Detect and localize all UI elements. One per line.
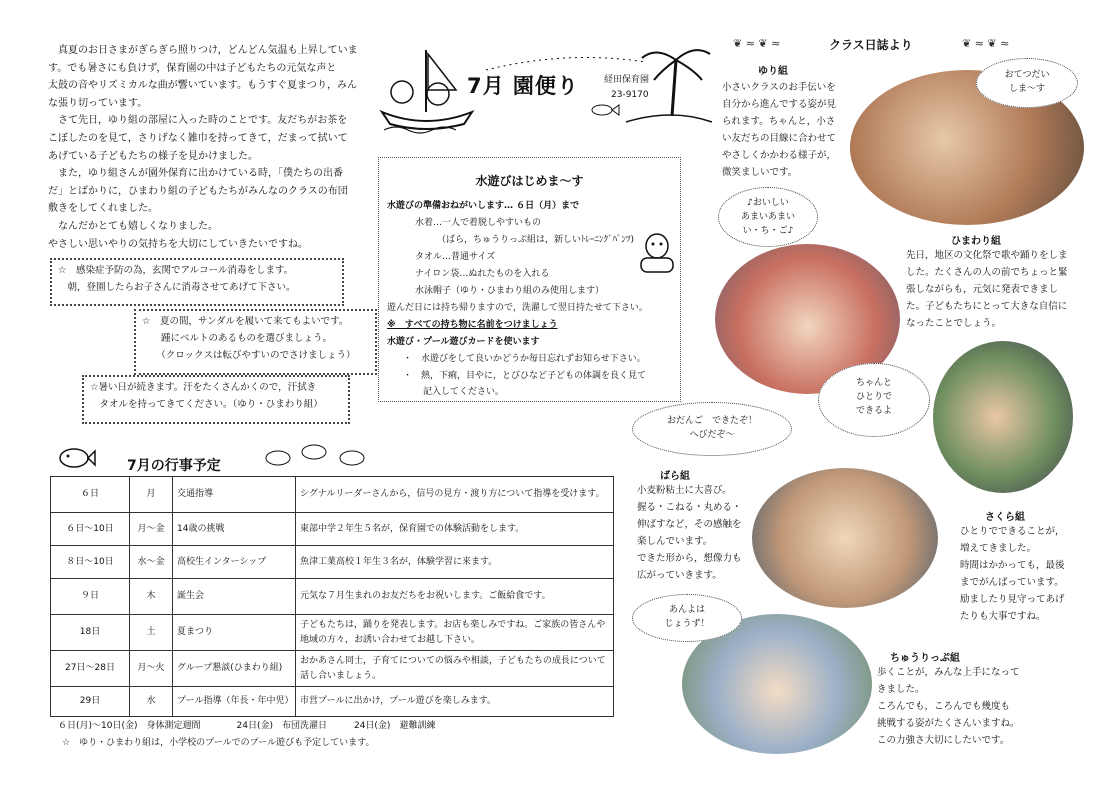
schedule-day: 月～金 (130, 513, 173, 546)
schedule-day: 土 (130, 615, 173, 651)
class-text-line: い友だちの目線に合わせて (722, 133, 837, 144)
bubble-line: できるよ (855, 406, 892, 416)
schedule-day: 月 (130, 477, 173, 513)
class-text-line: 伸ばすなど，その感触を (637, 519, 742, 530)
class-text-line: た。子どもたちにとって大きな自信に (906, 301, 1068, 312)
bubble-line: しま～す (1008, 84, 1045, 94)
schedule-event: 高校生インターシップ (173, 546, 296, 579)
water-line: 遊んだ日には持ち帰りますので，洗濯して翌日持たせて下さい。 (387, 303, 648, 313)
water-line: ※ すべての持ち物に名前をつけましょう (387, 320, 558, 330)
table-row (51, 651, 614, 687)
class-text-line: 微笑ましいです。 (722, 167, 798, 178)
class-text-line: きました。 (877, 684, 925, 695)
bubble-line: ひとりで (855, 392, 892, 402)
himawari-class-text (906, 247, 1086, 332)
intro-line: だ」とばかりに，ひまわり組の子どもたちがみんなのクラスの布団 (48, 185, 348, 197)
schedule-event: 14歳の挑戦 (173, 513, 296, 546)
class-text-line: できた形から，想像力も (637, 553, 742, 564)
bubble-line: おだんご できたぞ！ (666, 416, 757, 426)
schedule-detail: 市営プールに出かけ，プール遊びを楽しみます。 (296, 687, 614, 717)
note-disinfection (50, 258, 344, 306)
schedule-event: 夏まつり (173, 615, 296, 651)
table-row (51, 579, 614, 615)
speech-bubble (632, 594, 742, 642)
speech-bubble (718, 187, 818, 247)
table-row (51, 687, 614, 717)
schedule-detail: おかあさん同士，子育てについての悩みや相談，子どもたちの成長について話し合いましょう。 (296, 651, 614, 687)
fish-group-icon (262, 440, 372, 474)
tulip-class-text (877, 664, 1057, 749)
sakura-class-text (960, 523, 1085, 625)
intro-line: なんだかとても嬉しくなりました。 (48, 220, 218, 232)
schedule-detail: 子どもたちは，踊りを発表します。お店も楽しみですね。ご家族の皆さんや地域の方々，お誘い合わせてお越し下さい。 (296, 615, 614, 651)
intro-line: 太鼓の音やリズミカルな曲が響いています。もうすぐ夏まつり，みん (48, 80, 357, 92)
class-text-line: 小麦粉粘土に大喜び。 (637, 485, 732, 496)
palm-tree-icon (626, 50, 712, 122)
class-text-line: 張しながらも，元気に発表できまし (906, 284, 1059, 295)
bara-class-title: ばら組 (660, 471, 690, 482)
class-text-line: たりも大事ですね。 (960, 611, 1046, 622)
schedule-note: ☆ ゆり・ひまわり組は，小学校のプールでのプール遊びも予定しています。 (62, 738, 375, 748)
water-line: 水遊びの準備おねがいします… ６日（月）まで (387, 201, 580, 211)
water-line: （ばら，ちゅうりっぷ組は，新しいﾄﾚｰﾆﾝｸﾞﾊﾟﾝﾂ) (437, 235, 635, 245)
speech-bubble (818, 363, 930, 437)
bubble-line: ちゃんと (855, 378, 892, 388)
tulip-class-title: ちゅうりっぷ組 (890, 653, 960, 664)
class-text-line: 挑戦する姿がたくさんいますね。 (877, 718, 1020, 729)
bubble-line: あまいあまい (740, 212, 795, 222)
schedule-date: 29日 (51, 687, 130, 717)
class-text-line: 歩くことが，みんな上手になって (877, 667, 1020, 678)
schedule-detail: 元気な７月生まれのお友だちをお祝いします。ご飯給食です。 (296, 579, 614, 615)
water-play-title: 水遊びはじめま～す (475, 174, 584, 188)
schedule-date: ６日 (51, 477, 130, 513)
note-line: タオルを持ってきてください。（ゆり・ひまわり組） (90, 399, 323, 410)
schedule-event: 交通指導 (173, 477, 296, 513)
schedule-date: ６日～10日 (51, 513, 130, 546)
class-text-line: 小さいクラスのお手伝いを (722, 82, 836, 93)
schedule-day: 水～金 (130, 546, 173, 579)
water-line: 水遊び・プール遊びカードを使います (387, 337, 540, 347)
class-text-line: 自分から進んでする姿が見 (722, 99, 837, 110)
bubble-line: じょうず！ (664, 619, 710, 629)
water-line: 水着…一人で着脱しやすいもの (415, 218, 542, 228)
note-line: ☆ 夏の間，サンダルを履いて来てもよいです。 (142, 316, 349, 327)
intro-line: す。でも暑さにも負けず，保育園の中は子どもたちの元気な声と (48, 62, 337, 74)
bubble-line: い・ち・ご♪ (742, 226, 794, 236)
sakura-class-title: さくら組 (985, 512, 1025, 523)
class-text-line: 広がっていきます。 (637, 570, 722, 581)
bubble-line: あんよは (668, 605, 705, 615)
fish-border-icon: ❦ ≈ ❦ ≈ (962, 37, 1010, 50)
class-text-line: 時間はかかっても，最後 (960, 560, 1065, 571)
intro-line: 敷きをしてくれました。 (48, 203, 158, 215)
class-text-line: した。たくさんの人の前でちょっと緊 (906, 267, 1068, 278)
class-text-line: 握る・こねる・丸める・ (637, 502, 742, 513)
schedule-date: 18日 (51, 615, 130, 651)
class-text-line: なったことでしょう。 (906, 318, 1002, 329)
schedule-detail: 東部中学２年生５名が，保育園での体験活動をします。 (296, 513, 614, 546)
water-line: ・ 水遊びをして良いかどうか毎日忘れずお知らせ下さい。 (403, 354, 646, 364)
schedule-footer: ６日(月)～10日(金) 身体測定週間 24日(金) 布団洗濯日 24日(金) 避難訓練 (58, 721, 436, 731)
note-line: 朝，登園したらお子さんに消毒させてあげて下さい。 (58, 282, 296, 293)
class-text-line: 励ましたり見守ってあげ (960, 594, 1065, 605)
himawari-class-title: ひまわり組 (951, 236, 1001, 247)
note-sandals (134, 309, 377, 375)
boat-icon (382, 50, 472, 133)
water-play-box (378, 157, 681, 402)
water-line: タオル…普通サイズ (415, 252, 496, 262)
newsletter-title: 7月 園便り (467, 74, 579, 98)
class-text-line: 楽しんでいます。 (637, 536, 713, 547)
table-row (51, 513, 614, 546)
table-row (51, 615, 614, 651)
class-text-line: やさしくかかわる様子が， (722, 150, 837, 161)
bara-class-text (637, 482, 752, 584)
schedule-detail: 魚津工業高校１年生３名が，体験学習に来ます。 (296, 546, 614, 579)
note-line: 踵にベルトのあるものを選びましょう。 (142, 333, 333, 344)
intro-line: さて先日，ゆり組の部屋に入った時のことです。友だちがお茶を (48, 115, 348, 127)
bubble-line: おてつだい (1004, 70, 1050, 80)
schedule-day: 月～火 (130, 651, 173, 687)
water-line: ・ 熱，下痢，目やに，とびひなど子どもの体調を良く見て (403, 371, 647, 381)
fish-border-icon: ❦ ≈ ❦ ≈ (733, 37, 781, 50)
school-phone: 23-9170 (611, 90, 649, 100)
water-line: 水泳帽子（ゆり・ひまわり組のみ使用します） (415, 286, 605, 296)
schedule-date: 27日～28日 (51, 651, 130, 687)
bubble-line: へびだぞ～ (689, 430, 735, 440)
schedule-date: ８日～10日 (51, 546, 130, 579)
class-text-line: られます。ちゃんと，小さ (722, 116, 836, 127)
intro-line: 真夏のお日さまがぎらぎら照りつけ，どんどん気温も上昇していま (48, 45, 358, 56)
class-text-line: 増えてきました。 (960, 543, 1037, 554)
penguin-icon (637, 228, 677, 278)
intro-line: こぼしたのを見て，さりげなく雑巾を持ってきて，だまって拭いて (48, 132, 348, 144)
note-towel (82, 375, 350, 424)
water-line: ナイロン袋…ぬれたものを入れる (415, 269, 550, 279)
yuri-class-text (722, 79, 852, 181)
table-row (51, 546, 614, 579)
class-text-line: ひとりでできることが， (960, 526, 1065, 537)
schedule-day: 水 (130, 687, 173, 717)
class-diary-heading: クラス日誌より (829, 38, 913, 52)
note-line: （クロックスは転びやすいのでさけましょう） (142, 350, 356, 361)
schedule-title: 7月の行事予定 (127, 458, 221, 474)
intro-line: やさしい思いやりの気持ちを大切にしていきたいですね。 (48, 238, 308, 250)
fish-icon (592, 105, 619, 115)
intro-line: また，ゆり組さんが園外保育に出かけている時，「僕たちの出番 (48, 168, 343, 180)
schedule-event: グループ懇談(ひまわり組) (173, 651, 296, 687)
schedule-event: プール指導（年長・年中児） (173, 687, 296, 717)
class-text-line: 先日，地区の文化祭で歌や踊りをしま (906, 250, 1068, 261)
schedule-day: 木 (130, 579, 173, 615)
sakura-class-photo (933, 341, 1073, 493)
schedule-date: ９日 (51, 579, 130, 615)
intro-text (48, 42, 360, 253)
schedule-event: 誕生会 (173, 579, 296, 615)
school-name: 経田保育園 (604, 75, 650, 85)
schedule-detail: シグナルリーダーさんから，信号の見方・渡り方について指導を受けます。 (296, 477, 614, 513)
water-line: 記入してください。 (423, 387, 505, 397)
note-line: ☆ 感染症予防の為，玄関でアルコール消毒をします。 (58, 265, 294, 276)
bara-class-photo (752, 468, 938, 608)
intro-line: あげている子どもたちの様子を見かけました。 (48, 150, 258, 162)
speech-bubble (632, 402, 792, 456)
bubble-line: ♪おいしい (747, 198, 789, 208)
schedule-table (50, 476, 614, 717)
fish-icon (56, 436, 96, 472)
yuri-class-title: ゆり組 (758, 66, 788, 77)
class-text-line: までがんばっています。 (960, 577, 1064, 588)
intro-line: な張り切っています。 (48, 97, 148, 109)
speech-bubble (976, 58, 1078, 108)
note-line: ☆暑い日が続きます。汗をたくさんかくので，汗拭き (90, 382, 317, 393)
class-text-line: ころんでも，ころんでも幾度も (877, 701, 1011, 712)
table-row (51, 477, 614, 513)
class-text-line: この力強さ大切にしたいです。 (877, 735, 1010, 746)
